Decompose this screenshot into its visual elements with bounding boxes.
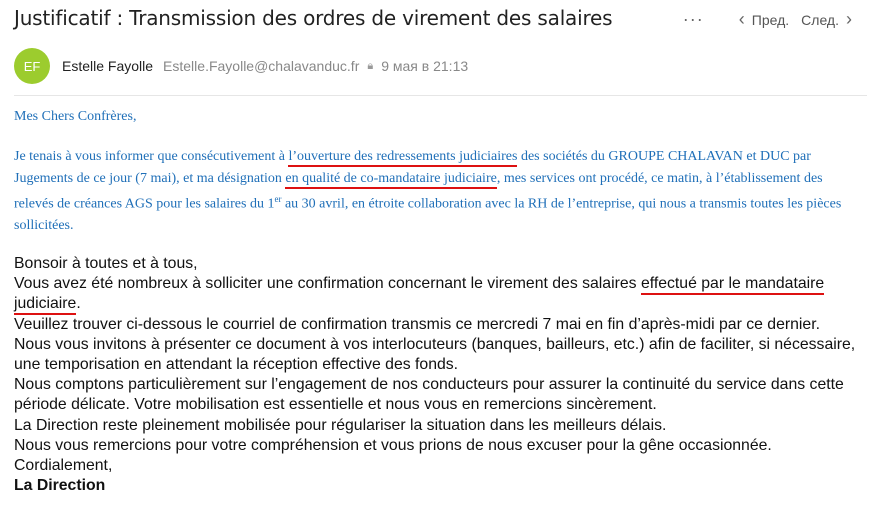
prev-label: Пред. <box>751 11 790 28</box>
next-message-button[interactable] <box>801 9 859 30</box>
underlined-phrase: l’ouverture des redressements judiciaires <box>288 149 517 167</box>
message-body <box>14 254 874 496</box>
body-line: Nous vous remercions pour votre compréhension et vous prions de nous excuser pour la gêne occasionnée. <box>14 436 772 454</box>
body-line <box>14 274 874 314</box>
lock-icon: 🔒︎ <box>367 59 374 72</box>
chevron-right-icon: › <box>846 9 852 29</box>
sender-name[interactable]: Estelle Fayolle <box>62 58 154 74</box>
body-text: Vous avez été nombreux à solliciter une confirmation concernant le virement des salaires <box>14 275 641 293</box>
quoted-greeting: Mes Chers Confrères, <box>14 109 137 124</box>
body-line: Veuillez trouver ci-dessous le courriel de confirmation transmis ce mercredi 7 mai en fin d’après-midi par ce dernier. <box>14 315 820 333</box>
sender-date: 9 мая в 21:13 <box>381 58 469 74</box>
underlined-phrase: en qualité de co-mandataire judiciaire <box>285 171 496 189</box>
chevron-left-icon: ‹ <box>738 9 745 29</box>
quoted-text: des sociétés du GROUPE CHALAVAN et DUC par Jugements de ce jour (7 mai), et ma désignation <box>14 149 811 186</box>
body-text: . <box>76 295 81 313</box>
body-greeting: Bonsoir à toutes et à tous, <box>14 255 198 272</box>
body-line: Nous vous invitons à présenter ce document à vos interlocuteurs (banques, bailleurs, etc.) afin de faciliter, si nécessaire, une temporisation en attendant la réception effective des fonds. <box>14 335 856 374</box>
header-divider <box>14 95 867 96</box>
superscript: er <box>274 194 282 204</box>
body-line: Nous comptons particulièrement sur l’engagement de nos conducteurs pour assurer la continuité du service dans cette période délicate. Votre mobilisation est essentielle et nous vous en remercions sincèrement. <box>14 376 844 414</box>
underlined-phrase: effectué par le mandataire judiciaire <box>14 275 824 315</box>
signature: La Direction <box>14 477 106 495</box>
message-toolbar <box>683 9 859 30</box>
quoted-text: , mes services ont procédé, ce matin, à l’établissement des relevés de créances AGS pour les salaires du 1 <box>14 170 823 212</box>
sender-row <box>14 48 468 84</box>
avatar[interactable]: EF <box>14 48 50 84</box>
quoted-text: Je tenais à vous informer que consécutivement à <box>14 149 289 164</box>
body-closing: Cordialement, <box>14 457 113 475</box>
prev-message-button[interactable] <box>732 9 789 30</box>
quoted-text: au 30 avril, en étroite collaboration avec la RH de l’entreprise, qui nous a transmis toutes les pièces sollicitées. <box>14 196 842 234</box>
body-line: La Direction reste pleinement mobilisée pour régulariser la situation dans les meilleurs délais. <box>14 416 667 434</box>
email-subject: Justificatif : Transmission des ordres de virement des salaires <box>14 6 613 30</box>
sender-email[interactable]: Estelle.Fayolle@chalavanduc.fr <box>163 58 360 74</box>
next-label: След. <box>801 11 839 28</box>
more-options-icon[interactable]: ··· <box>682 9 704 29</box>
quoted-paragraph <box>14 146 864 237</box>
